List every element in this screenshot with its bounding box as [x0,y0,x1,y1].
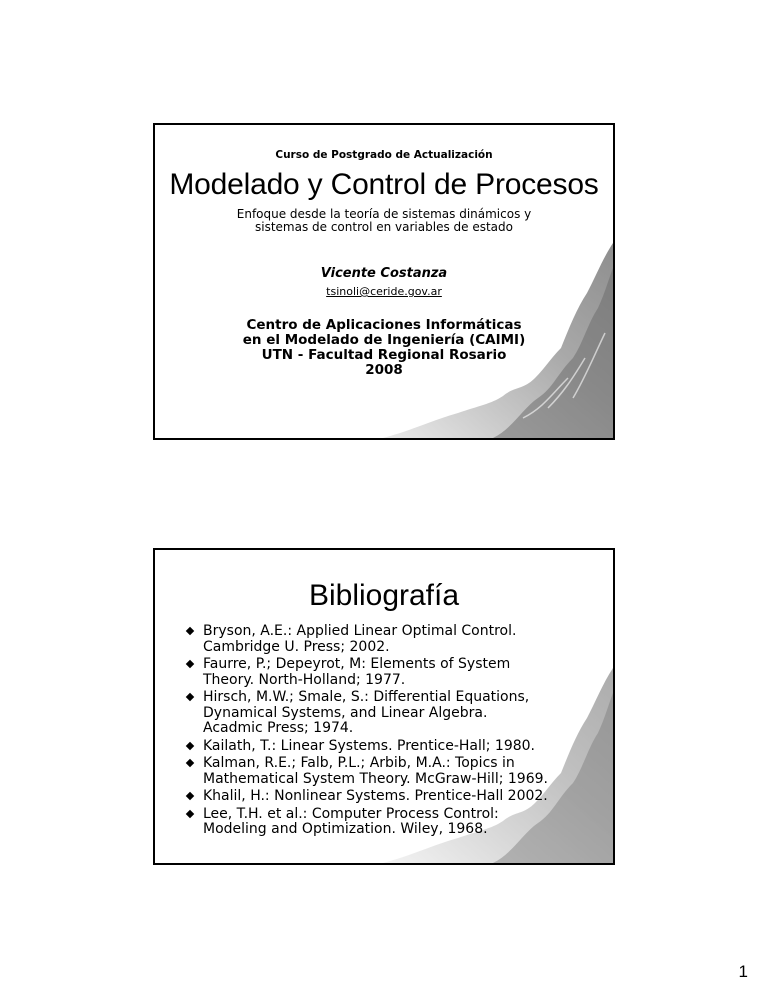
diamond-bullet-icon [186,660,194,668]
institution-line: en el Modelado de Ingeniería (CAIMI) [242,332,526,348]
list-item: Khalil, H.: Nonlinear Systems. Prentice-Hall 2002. [185,789,613,805]
diamond-bullet-icon [186,741,194,749]
diamond-bullet-icon [186,693,194,701]
slide-title-heading: Modelado y Control de Procesos [169,168,599,201]
subtitle-line: sistemas de control en variables de estado [254,220,513,234]
list-item: Lee, T.H. et al.: Computer Process Control: Modeling and Optimization. Wiley, 1968. [185,807,613,838]
year: 2008 [365,362,403,378]
institution [155,318,613,378]
list-item: Kalman, R.E.; Falb, P.L.; Arbib, M.A.: Topics in Mathematical System Theory. McGraw-Hill; 1969. [185,756,613,787]
diamond-bullet-icon [186,759,194,767]
slide-bibliography [153,548,615,865]
email-link[interactable]: tsinoli@ceride.gov.ar [326,285,442,298]
list-item: Faurre, P.; Depeyrot, M: Elements of System Theory. North-Holland; 1977. [185,657,613,688]
bibliography-list [155,624,613,838]
subtitle-line: Enfoque desde la teoría de sistemas dinámicos y [236,207,532,221]
institution-line: UTN - Facultad Regional Rosario [261,347,507,363]
slide-title [153,123,615,440]
author-name: Vicente Costanza [320,266,448,281]
diamond-bullet-icon [186,627,194,635]
diamond-bullet-icon [186,809,194,817]
list-item: Kailath, T.: Linear Systems. Prentice-Hall; 1980. [185,739,613,755]
bibliography-heading: Bibliografía [308,579,460,612]
list-item: Bryson, A.E.: Applied Linear Optimal Control. Cambridge U. Press; 2002. [185,624,613,655]
diamond-bullet-icon [186,792,194,800]
subtitle [155,208,613,234]
list-item: Hirsch, M.W.; Smale, S.: Differential Equations, Dynamical Systems, and Linear Algebra. Acadmic Press; 1974. [185,690,613,737]
course-label: Curso de Postgrado de Actualización [275,149,493,161]
institution-line: Centro de Aplicaciones Informáticas [246,317,522,333]
author-email[interactable] [155,285,613,298]
page-number: 1 [738,962,748,981]
